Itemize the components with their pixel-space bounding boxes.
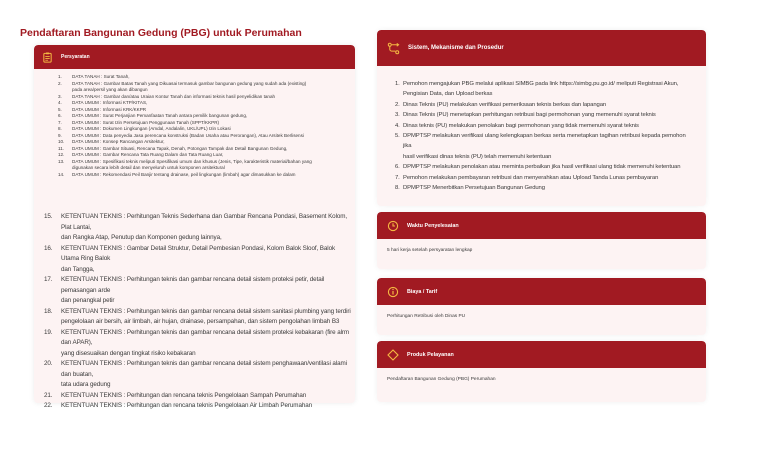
list-number: 6. xyxy=(58,113,62,118)
list-text: DATA UMUM : Data penyedia Jasa perencana konstruksi (Badan Usaha atau Perorangan), Atau Arsitek Berlisensi xyxy=(72,132,304,138)
list-number: 7. xyxy=(58,119,62,125)
persyaratan-header xyxy=(34,45,355,69)
list-text-continued: dan Rangka Atap, Penutup dan Komponen gedung lainnya, xyxy=(61,234,222,241)
waktu-header xyxy=(377,212,706,239)
requirement-item xyxy=(44,212,353,244)
list-number: 11. xyxy=(58,145,65,151)
list-text: Dinas Teknis (PU) melakukan verifikasi pemeriksaan teknis berkas dan lapangan xyxy=(403,101,607,108)
list-text: DPMPTSP melakukan penolakan atau meminta perbaikan jika hasil verifikasi ulang tidak memenuhi ketentuan xyxy=(403,164,681,171)
procedure-item xyxy=(395,110,695,120)
list-text-continued: digunakan secara lebih detail dan menyeluruh untuk komponen arsitektural xyxy=(72,165,225,170)
list-number: 20. xyxy=(44,360,53,367)
list-number: 5. xyxy=(58,106,62,112)
requirement-item xyxy=(58,81,348,94)
list-text: Pemohon melakukan pembayaran retribusi dan menyerahkan atau Upload Tanda Lunas pembayaran xyxy=(403,174,659,181)
produk-header xyxy=(377,341,706,368)
info-icon xyxy=(387,286,399,298)
list-text-continued: dan Tangga, xyxy=(61,265,95,273)
list-number: 8. xyxy=(395,185,400,192)
list-number: 4. xyxy=(58,100,62,105)
list-text: DATA UMUM : Informasi KTP/KITAS, xyxy=(72,100,148,105)
list-number: 6. xyxy=(395,164,400,171)
list-text: KETENTUAN TEKNIS : Perhitungan teknis dan gambar rencana detail sistem proteksi petir, detail pemasangan arde xyxy=(61,276,325,294)
requirement-item xyxy=(58,172,348,179)
requirement-item xyxy=(44,307,353,328)
list-text: DATA UMUM : Dokumen Lingkungan (Amdal, Andalalin, UKL/UPL) Izin Lokasi xyxy=(72,126,231,131)
list-text-continued: pada area/persil yang akan dibangun xyxy=(72,87,148,92)
requirement-item xyxy=(44,359,353,391)
produk-card xyxy=(377,341,706,402)
list-text: DATA UMUM : Rekomendasi Peil Banjir tentang drainase, peil lingkungan (limbah) agar dimasukkan ke dalam xyxy=(72,171,296,177)
list-text: KETENTUAN TEKNIS : Perhitungan teknis dan gambar rencana detail sistem sanitasi plumbing yang terdiri xyxy=(61,307,351,315)
list-text: DATA UMUM : Surat Perjanjian Pemanfaatan Tanah antara pemilik bangunan gedung, xyxy=(72,113,248,118)
list-text: DATA UMUM : Gambar Situasi, Rencana Tapak, Denah, Potongan Tampak dan Detail Bangunan Gedung, xyxy=(72,145,288,151)
list-text: KETENTUAN TEKNIS : Perhitungan Teknis Sederhana dan Gambar Rencana Pondasi, Basement Kolom, Plat Lantai, xyxy=(61,213,348,231)
biaya-card xyxy=(377,278,706,335)
biaya-text: Perhitungan Retribusi oleh Dinas PU xyxy=(387,314,466,319)
requirements-list-small xyxy=(58,74,348,178)
list-number: 3. xyxy=(58,93,62,99)
list-text: DATA TANAH : Surat Tanah, xyxy=(72,74,130,79)
list-number: 2. xyxy=(395,101,400,108)
list-number: 7. xyxy=(395,174,400,181)
list-number: 15. xyxy=(44,213,53,220)
list-text: DATA UMUM : Surat Izin Persetujuan Penggunaan Tanah (SPPT/KKPR) xyxy=(72,119,220,125)
list-text: KETENTUAN TEKNIS : Perhitungan dan rencana teknis Pengelolaan Sampah Perumahan xyxy=(61,391,307,399)
list-text-continued: yang disesuaikan dengan tingkat risiko kebakaran xyxy=(61,349,196,357)
list-number: 16. xyxy=(44,244,53,252)
list-text: DATA UMUM : Gambar Rencana Tata Ruang Dalam dan Tata Ruang Luar, xyxy=(72,152,224,157)
list-number: 2. xyxy=(58,80,62,86)
list-text: KETENTUAN TEKNIS : Perhitungan teknis dan gambar rencana detail sistem proteksi kebakaran (fire alrm dan APAR), xyxy=(61,328,350,346)
procedure-item xyxy=(395,131,695,162)
procedure-item xyxy=(395,121,695,131)
procedure-item xyxy=(395,79,695,100)
list-number: 17. xyxy=(44,276,53,283)
flow-icon xyxy=(387,42,400,55)
page-title: Pendaftaran Bangunan Gedung (PBG) untuk Perumahan xyxy=(20,27,302,39)
list-text: DATA UMUM : Informasi KRK/KKPR xyxy=(72,106,147,112)
biaya-title: Biaya / Tarif xyxy=(407,288,438,295)
list-text: Dinas Teknis (PU) menetapkan perhitungan retribusi bagi permohonan yang memenuhi syarat teknis xyxy=(403,112,656,119)
list-text-continued: hasil verifikasi dinas teknis (PU) telah memenuhi ketentuan xyxy=(403,153,552,160)
list-number: 19. xyxy=(44,328,53,336)
persyaratan-title: Persyaratan xyxy=(61,54,90,60)
tag-icon xyxy=(387,349,399,361)
list-number: 21. xyxy=(44,391,53,399)
list-text-continued: Pengisian Data, dan Upload berkas xyxy=(403,91,493,98)
list-text: DATA TANAH : Gambar dan/atau Uraian Kontur Tanah dan informasi teknis hasil penyelidikan tanah xyxy=(72,93,276,99)
waktu-text: 5 hari kerja setelah persyaratan lengkap xyxy=(387,248,473,253)
list-text: Dinas teknis (PU) melakukan penolakan bagi permohonan yang tidak memenuhi syarat teknis xyxy=(403,122,639,129)
procedure-item xyxy=(395,100,695,110)
list-text-continued: tata udara gedung xyxy=(61,381,111,388)
list-number: 12. xyxy=(58,152,65,157)
list-number: 22. xyxy=(44,402,53,409)
list-number: 3. xyxy=(395,112,400,119)
list-text: KETENTUAN TEKNIS : Gambar Detail Struktur, Detail Pembesian Pondasi, Kolom Balok Sloof, Balok Utama Ring Balok xyxy=(61,244,336,262)
waktu-title: Waktu Penyelesaian xyxy=(407,222,459,229)
list-text: KETENTUAN TEKNIS : Perhitungan dan rencana teknis Pengelolaan Air Limbah Perumahan xyxy=(61,402,313,409)
sistem-card xyxy=(377,30,706,206)
list-number: 14. xyxy=(58,171,65,177)
procedure-list xyxy=(395,79,695,193)
list-text: Pemohon mengajukan PBG melalui aplikasi SIMBG pada link https://simbg.pu.go.id/ meliputi Registrasi Akun, xyxy=(403,81,679,87)
procedure-item xyxy=(395,183,695,193)
list-number: 13. xyxy=(58,158,65,164)
requirement-item xyxy=(44,391,353,402)
list-text: KETENTUAN TEKNIS : Perhitungan teknis dan gambar rencana detail sistem penghawaan/ventilasi alami dan buatan, xyxy=(61,360,347,378)
list-text-continued: dan penangkal petir xyxy=(61,297,115,304)
list-number: 8. xyxy=(58,126,62,131)
produk-text: Pendaftaran Bangunan Gedung (PBG) Perumahan xyxy=(387,377,496,382)
list-text: DPMPTSP melakukan verifikasi ulang kelengkapan berkas serta menetapkan tagihan retribusi kepada pemohon jika xyxy=(403,133,686,150)
list-number: 18. xyxy=(44,307,53,315)
list-text: DATA TANAH : Gambar Batas Tanah yang Dikuasai termasuk gambar bangunan gedung yang sudah ada (existing) xyxy=(72,80,307,86)
waktu-card xyxy=(377,212,706,269)
list-number: 9. xyxy=(58,132,62,138)
list-number: 4. xyxy=(395,122,400,129)
list-number: 1. xyxy=(395,81,400,87)
produk-title: Produk Pelayanan xyxy=(407,351,454,358)
requirement-item xyxy=(44,275,353,307)
clock-icon xyxy=(387,220,399,232)
requirement-item xyxy=(44,401,353,412)
requirement-item xyxy=(58,159,348,172)
procedure-item xyxy=(395,173,695,183)
list-number: 5. xyxy=(395,133,400,140)
list-number: 1. xyxy=(58,74,62,79)
list-number: 10. xyxy=(58,139,65,144)
requirement-item xyxy=(44,244,353,276)
biaya-header xyxy=(377,278,706,305)
requirement-item xyxy=(44,328,353,360)
list-text: DATA UMUM : Konsep Rancangan Arsitektur, xyxy=(72,139,165,144)
list-text: DPMPTSP Menerbitkan Persetujuan Bangunan Gedung xyxy=(403,185,545,192)
requirements-list-big xyxy=(44,212,353,412)
sistem-title: Sistem, Mekanisme dan Prosedur xyxy=(408,45,504,51)
checklist-icon xyxy=(42,52,53,63)
list-text: DATA UMUM : Spesifikasi teknis meliputi Spesifikasi umum dan khusus (Jenis, Tipe, karakteristik material/bahan yang xyxy=(72,158,312,164)
list-text-continued: pengelolaan air bersih, air limbah, air hujan, drainase, persampahan, dan sistem pengolahan limbah B3 xyxy=(61,318,340,325)
sistem-header xyxy=(377,30,706,66)
procedure-item xyxy=(395,162,695,172)
